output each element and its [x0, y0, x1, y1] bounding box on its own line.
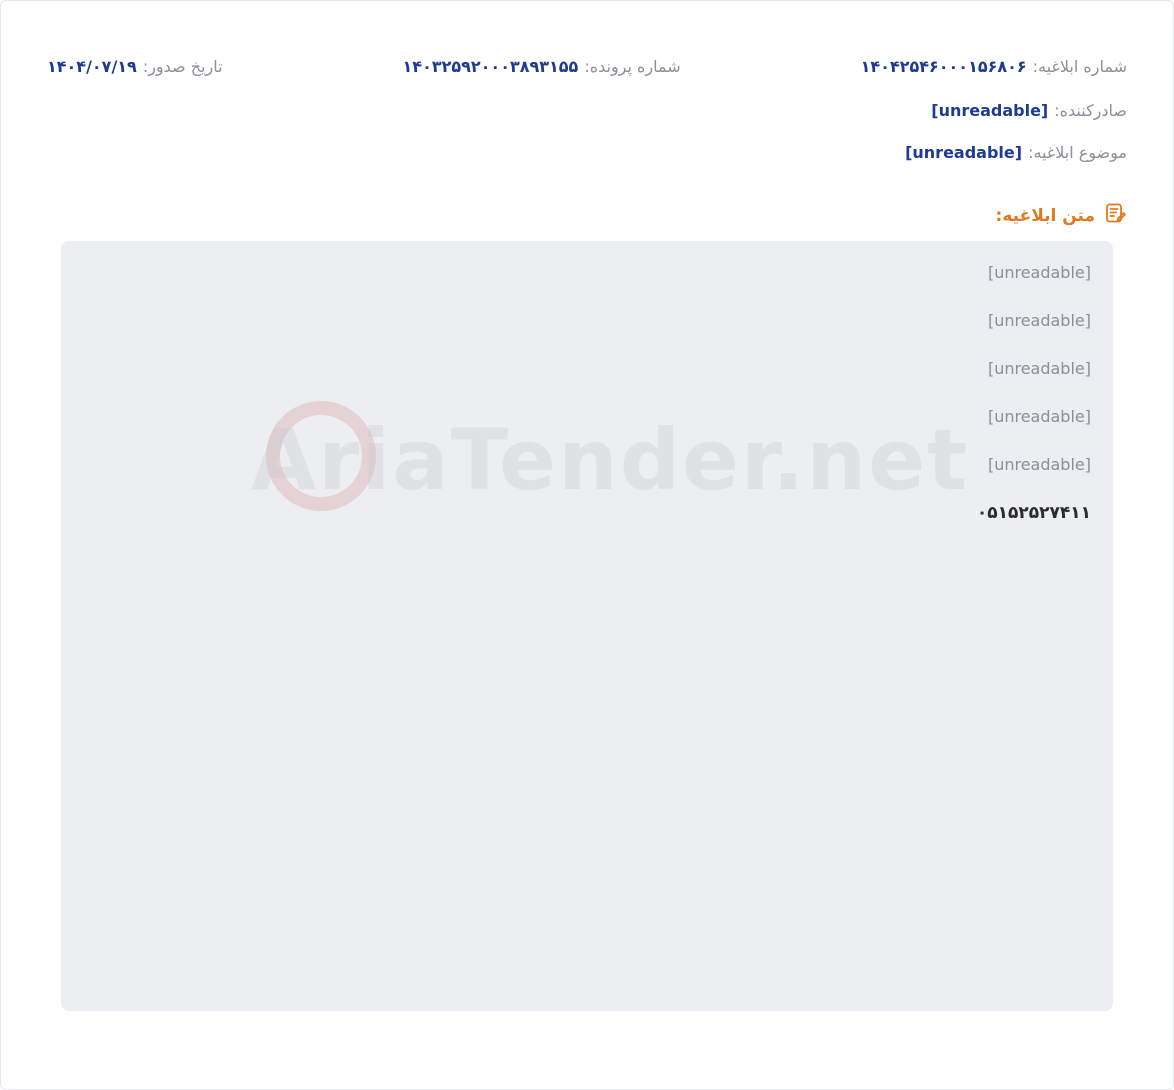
body-paragraph: [unreadable]: [987, 359, 1091, 378]
issue-date-field: [47, 57, 223, 76]
issuer-label: صادرکننده:: [1054, 101, 1127, 120]
issue-date-value: ۱۴۰۴/۰۷/۱۹: [47, 57, 137, 76]
body-paragraph: [unreadable]: [987, 263, 1091, 282]
notice-number-label: شماره ابلاغیه:: [1032, 57, 1127, 76]
body-paragraph: [unreadable]: [987, 455, 1091, 474]
notice-text-heading: [996, 201, 1127, 230]
body-paragraph: [unreadable]: [987, 311, 1091, 330]
issuer-field: [47, 101, 1127, 120]
subject-value: [unreadable]: [905, 143, 1023, 162]
notice-text-heading-label: متن ابلاغیه:: [995, 205, 1095, 226]
notice-body-panel: [61, 241, 1113, 1011]
notice-number-field: [861, 57, 1127, 76]
body-paragraph: [unreadable]: [987, 407, 1091, 426]
case-number-field: [403, 57, 681, 76]
watermark-text: AriaTender.net: [251, 411, 970, 509]
subject-label: موضوع ابلاغیه:: [1028, 143, 1127, 162]
notice-number-value: ۱۴۰۴۲۵۴۶۰۰۰۱۵۶۸۰۶: [860, 57, 1027, 76]
issue-date-label: تاریخ صدور:: [142, 57, 223, 76]
subject-field: [47, 143, 1127, 162]
contact-phone: ۰۵۱۵۲۵۲۷۴۱۱: [976, 503, 1091, 523]
case-number-value: ۱۴۰۳۲۵۹۲۰۰۰۳۸۹۳۱۵۵: [402, 57, 579, 76]
meta-row-numbers: [47, 57, 1127, 76]
note-icon: [1103, 201, 1127, 230]
case-number-label: شماره پرونده:: [584, 57, 681, 76]
issuer-value: [unreadable]: [931, 101, 1049, 120]
